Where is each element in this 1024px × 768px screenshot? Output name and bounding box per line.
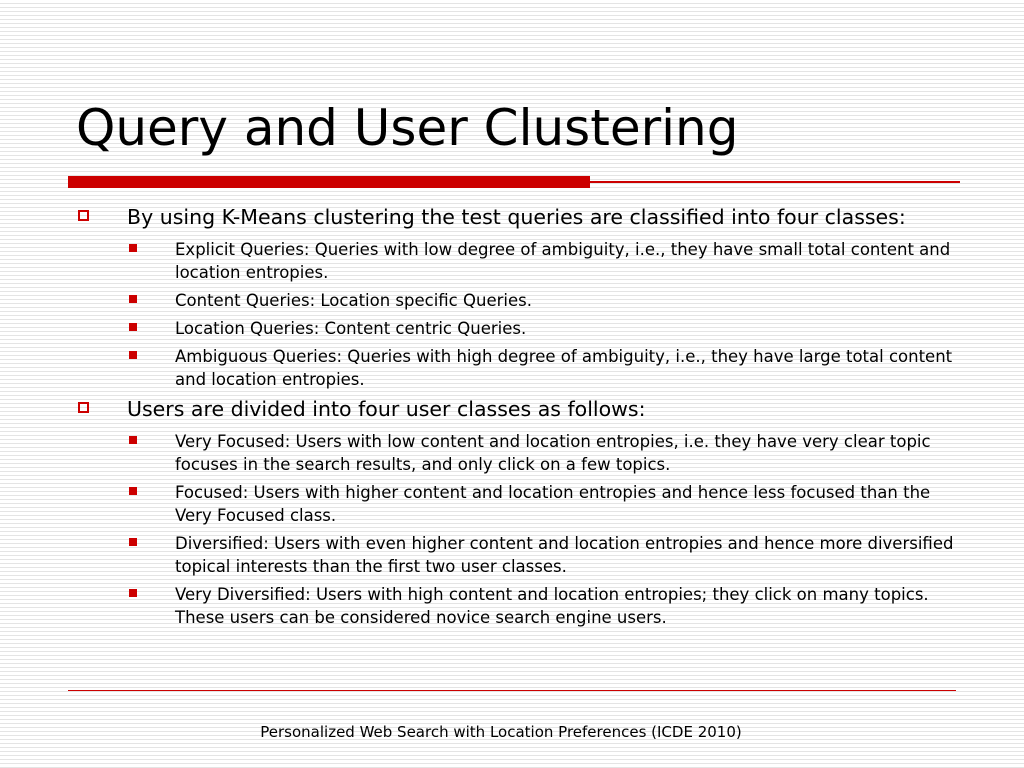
subbullet-very-diversified bbox=[76, 583, 956, 629]
slide-title: Query and User Clustering bbox=[76, 99, 739, 157]
bullet-query-classes bbox=[76, 204, 956, 230]
filled-square-bullet-icon bbox=[129, 244, 137, 252]
bullet-user-classes bbox=[76, 396, 956, 422]
subbullet-text: Very Focused: Users with low content and location entropies, i.e. they have very clear topic focuses in the search results, and only click on a few topics. bbox=[175, 432, 931, 474]
filled-square-bullet-icon bbox=[129, 323, 137, 331]
footer-divider bbox=[68, 690, 956, 691]
filled-square-bullet-icon bbox=[129, 487, 137, 495]
subbullet-text: Ambiguous Queries: Queries with high degree of ambiguity, i.e., they have large total content and location entropies. bbox=[175, 347, 953, 389]
subbullet-very-focused bbox=[76, 430, 956, 476]
filled-square-bullet-icon bbox=[129, 589, 137, 597]
subbullet-explicit-queries bbox=[76, 238, 956, 284]
subbullet-text: Diversified: Users with even higher content and location entropies and hence more diversified topical interests than the first two user classes. bbox=[175, 534, 954, 576]
subbullet-focused bbox=[76, 481, 956, 527]
subbullet-content-queries bbox=[76, 289, 956, 312]
slide-content bbox=[76, 204, 956, 634]
slide-footer: Personalized Web Search with Location Preferences (ICDE 2010) bbox=[260, 723, 742, 741]
title-underline-thin bbox=[590, 181, 960, 183]
bullet-text: Users are divided into four user classes as follows: bbox=[127, 397, 646, 421]
subbullet-text: Location Queries: Content centric Queries. bbox=[175, 319, 527, 338]
filled-square-bullet-icon bbox=[129, 538, 137, 546]
bullet-text: By using K-Means clustering the test queries are classified into four classes: bbox=[127, 205, 906, 229]
subbullet-text: Very Diversified: Users with high content and location entropies; they click on many topics. These users can be considered novice search engine users. bbox=[175, 585, 929, 627]
subbullet-diversified bbox=[76, 532, 956, 578]
subbullet-text: Focused: Users with higher content and location entropies and hence less focused than the Very Focused class. bbox=[175, 483, 931, 525]
subbullet-text: Explicit Queries: Queries with low degree of ambiguity, i.e., they have small total content and location entropies. bbox=[175, 240, 951, 282]
subbullet-location-queries bbox=[76, 317, 956, 340]
title-underline-thick bbox=[68, 176, 590, 188]
hollow-square-bullet-icon bbox=[78, 210, 89, 221]
filled-square-bullet-icon bbox=[129, 436, 137, 444]
subbullet-ambiguous-queries bbox=[76, 345, 956, 391]
subbullet-text: Content Queries: Location specific Queries. bbox=[175, 291, 532, 310]
hollow-square-bullet-icon bbox=[78, 402, 89, 413]
filled-square-bullet-icon bbox=[129, 295, 137, 303]
filled-square-bullet-icon bbox=[129, 351, 137, 359]
